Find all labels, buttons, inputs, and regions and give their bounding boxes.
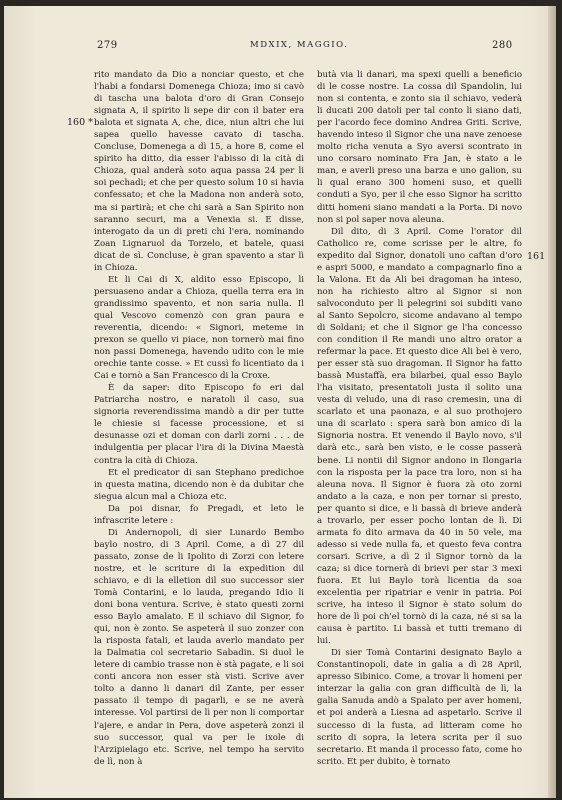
paragraph: Et el predicator di san Stephano predichoe in questa matina, dicendo non è da dubitar che siegua alcun mal a Chioza etc.	[94, 467, 304, 502]
left-column	[94, 69, 304, 768]
running-title: MDXIX, MAGGIO.	[250, 40, 349, 50]
paragraph: Dil dito, di 3 April. Come l'orator dil Catholico re, come scrisse per le altre, fo expedito dal Signor, donatoli uno caftan d'oro e aspri 5000, e mandato a compagnarlo fino a la Valona. Et da Ali bei dragoman ha inteso, non ha richiesto altro al Signor si non salvoconduto per li pelegrini soi subditi vano al Santo Sepolcro, sicome andavano al tempo di Soldani; et che il Signor ge l'ha concesso con condition il Re mandi uno altro orator a refermar la pace. Et questo dice Ali bei è vero, per esser stà suo dragoman. Il Signor ha fatto bassà Mustaffà, era bilarbei, qual esso Baylo l'ha visitato, presentatoli justa il solito una vesta di veludo, una di raso cremesin, una di scarlato et una paonaza, e al suo prothojero una di scarlato : spera sarà bon amico di la Signoria nostra. Et venendo il Baylo novo, s'il darà etc., sarà ben visto, e le cosse passerà bene. Li nontii dil Signor andono in Ilongaria con la risposta per la pace tra loro, non si ha aleuna nova. Il Signor è fuora zà oto zorni andato a la caza, e non per tornar si presto, per quanto si dice, e li bassà di brieve anderà a trovarlo, per esser pocho lontan de lì. Di armata fo dito armava da 40 in 50 vele, ma adesso si vede nulla fa, et questo feva contra corsari. Scrive, a dì 2 il Signor tornò da la caza; si dice tornerà di brievi per star 3 mexi fuora. Et lui Baylo torà licentia da soa excelentia per ripatriar e venir in patria. Poi scrive, ha inteso il Signor è stato solum do hore de lì poi ch'el tornò di la caza, né si sa la causa è partito. Li bassà et tutti tremano di lui.	[317, 226, 522, 647]
paragraph: Di Andernopoli, di sier Lunardo Bembo baylo nostro, di 3 April. Come, a dì 27 dil passato, zonse de li Ipolito di Zorzi con letere nostre, et le scriture di la expedition dil schiavo, e di la elletion dil suo successor sier Tomà Contarini, e lo lauda, pregando Idio li doni bona ventura. Scrive, è stato questi zorni esso Baylo amalato. E il schiavo dil Signor, fo qui, non è zonto. Se aspeterà il suo zonzer con la risposta fatali, et lauda averlo mandato per la Dalmatia col secretario Sabadin. Si duol le letere di cambio trasse non è stà pagate, e li soi conti ancora non esser stà visti. Scrive aver tolto a danno li danari dil Zante, per esser passato il tempo di pagarli, e se ne averà interesse. Vol partirsi de lì per non li comportar l'ajere, e andar in Pera, dove aspeterà zonzi il suo successor, qual va per le ixole di l'Arzipielago etc. Scrive, nel tempo ha servito de lì, non à	[94, 527, 304, 767]
margin-number-right: 161	[527, 251, 546, 262]
paragraph: Di sier Tomà Contarini designato Baylo a Constantinopoli, date in galia a dì 28 April, apresso Sibinico. Come, a trovar li homeni per interzar la galia con gran difficultà de lì, la galia Sanuda andò a Spalato per aver homeni, et poi anderà a Liesna ad aspetarlo. Scrive il successo di la fusta, ad litteram come ho scrito di sopra, la letera scrita per il suo secretario. Et manda il processo fato, come ho scrito. Et per dubito, è tornato	[317, 648, 522, 767]
paragraph: È da saper: dito Episcopo fo eri dal Patriarcha nostro, e naratoli il caso, sua signoria reverendissima mandò a dir per tutte le chiesie si facesse processione, et si desunasse ozi et doman con darli zorni . . . de indulgentia per placar l'ira di la Divina Maestà contra la cità di Chioza.	[94, 383, 304, 466]
paragraph: rito mandato da Dio a nonciar questo, et che l'habi a fondarsi Domenega Chioza; imo si cavò di tascha una balota d'oro di Gran Consejo signata A, il spirito li sepe dir con il bater era balota et signata A, che, dice, niun altri che lui sapea quello havesse cavato di tascha. Concluse, Domenega a dì 15, a hore 8, come el spirito ha ditto, dia esser l'abisso di la cità di Chioza, qual anderà soto aqua passa 24 per li soi pechadi; et che per questo solum 10 si havia confessato; et che la Madona non anderà soto, ma si partirà; et che chi sarà a San Spirito non saranno securi, ma a Venexia si. E disse, interogato da un di preti chi l'era, nominando Zoan Lignaruol da Torzelo, et batele, quasi dicat de sì. Concluse, è gran spavento a star lì in Chioza.	[94, 70, 304, 273]
paragraph: Et li Cai di X, aldito esso Episcopo, li persuaseno andar a Chioza, quella terra era in grandissimo spavento, et non saria nulla. Il qual Vescovo comenzò con gran paura e reverentia, dicendo: « Signori, meteme in prexon se quello vi piace, non tornerò mai fino non passi Domenega, havendo udito con le mie orechie tante cosse. » Et cussì fo licentiato da i Cai e tornò a San Francesco di la Croxe.	[94, 274, 304, 382]
right-column	[317, 69, 522, 768]
book-page	[4, 6, 556, 798]
page-number-left: 279	[97, 40, 118, 51]
paragraph: Da poi disnar, fo Pregadi, et leto le infrascrite letere :	[94, 503, 304, 526]
page-edge	[548, 6, 556, 798]
page-number-right: 280	[492, 40, 513, 51]
paragraph: butà via li danari, ma spexi quelli a beneficio di le cosse nostre. La cossa dil Spandolin, lui non si contenta, e zonto sia il schiavo, vederà li ducati 200 datoli per tal conto li siano dati, per l'acordo fece domino Andrea Griti. Scrive, havendo inteso il Signor che una nave zenoese molto richa venuta a Syo aversi scontrato in uno corsaro nominato Fra Jan, è stato a le man, e averli preso una barza e uno galion, su li qual erano 300 homeni suso, et quelli conduti a Syo, per il che esso Signor ha scritto ditti homeni siano mandati a la Porta. Di novo non si pol saper nova aleuna.	[317, 70, 522, 225]
margin-number-left: 160 *	[67, 117, 93, 128]
